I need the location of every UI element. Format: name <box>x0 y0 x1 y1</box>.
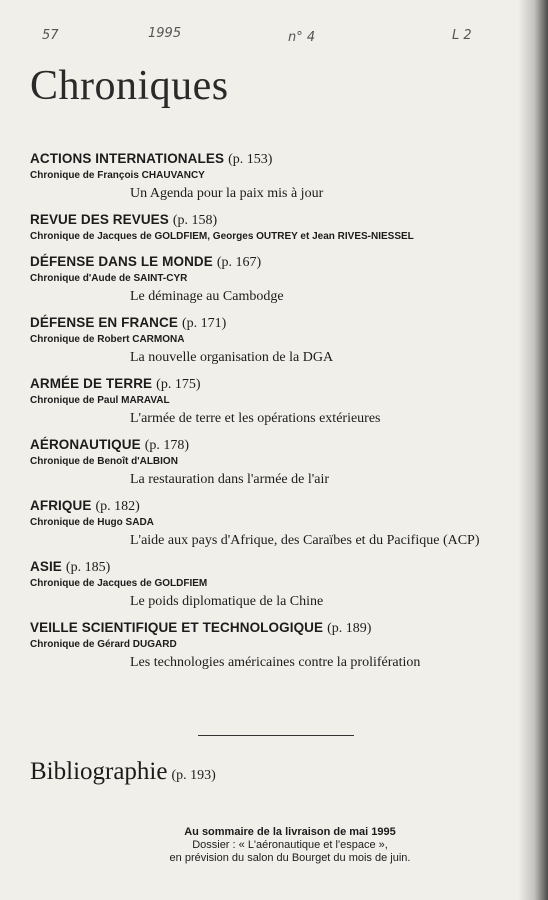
chronicle-author: Chronique de Jacques de GOLDFIEM <box>30 578 208 589</box>
chronicle-subject: Le poids diplomatique de la Chine <box>130 594 324 609</box>
chronicle-page: (p. 158) <box>172 213 218 228</box>
chronicle-heading <box>30 497 526 516</box>
handwritten-note-corner: L 2 <box>452 28 472 43</box>
chronicle-page: (p. 182) <box>95 499 140 514</box>
chronicle-page: (p. 189) <box>327 621 372 636</box>
next-issue-note <box>80 826 500 865</box>
divider <box>198 735 354 736</box>
chronicle-heading <box>30 375 526 394</box>
bibliography-title: Bibliographie <box>30 758 168 785</box>
chronicle-entry <box>30 497 526 549</box>
chronicle-entry <box>30 253 526 305</box>
chronicle-heading <box>30 253 526 272</box>
chronicle-section: DÉFENSE DANS LE MONDE <box>30 254 213 269</box>
chronicle-entry <box>30 436 526 488</box>
chronicles-list <box>30 150 526 680</box>
chronicle-author: Chronique de Jacques de GOLDFIEM, Georges OUTREY et Jean RIVES-NIESSEL <box>30 231 414 242</box>
chronicle-page: (p. 167) <box>216 255 262 270</box>
chronicle-entry <box>30 314 526 366</box>
chronicle-author: Chronique de Hugo SADA <box>30 517 154 528</box>
page-title: Chroniques <box>30 63 229 109</box>
chronicle-page: (p. 171) <box>181 316 227 331</box>
chronicle-entry <box>30 211 526 244</box>
handwritten-note-left: 57 <box>42 28 59 43</box>
chronicle-page: (p. 178) <box>144 438 190 453</box>
chronicle-section: ACTIONS INTERNATIONALES <box>30 151 225 166</box>
next-issue-line-1: Dossier : « L'aéronautique et l'espace », <box>192 839 388 851</box>
chronicle-subject: La restauration dans l'armée de l'air <box>130 472 330 487</box>
chronicle-author: Chronique de Paul MARAVAL <box>30 395 170 406</box>
chronicle-subject: Les technologies américaines contre la prolifération <box>130 655 421 670</box>
chronicle-page: (p. 175) <box>156 377 201 392</box>
chronicle-author: Chronique de Gérard DUGARD <box>30 639 177 650</box>
chronicle-section: AFRIQUE <box>30 498 92 513</box>
chronicle-page: (p. 153) <box>228 152 273 167</box>
handwritten-note-issue: n° 4 <box>288 30 316 45</box>
chronicle-heading <box>30 211 526 230</box>
bibliography-page: (p. 193) <box>171 768 216 783</box>
chronicle-entry <box>30 619 526 671</box>
chronicle-section: ASIE <box>30 559 62 574</box>
next-issue-title: Au sommaire de la livraison de mai 1995 <box>184 826 396 838</box>
chronicle-subject: Un Agenda pour la paix mis à jour <box>130 186 324 201</box>
chronicle-section: ARMÉE DE TERRE <box>30 376 153 391</box>
chronicle-entry <box>30 150 526 202</box>
bibliography-heading <box>30 758 216 786</box>
chronicle-author: Chronique d'Aude de SAINT-CYR <box>30 273 188 284</box>
chronicle-author: Chronique de Benoît d'ALBION <box>30 456 178 467</box>
chronicle-subject: La nouvelle organisation de la DGA <box>130 350 334 365</box>
handwritten-note-year: 1995 <box>148 26 182 41</box>
chronicle-section: AÉRONAUTIQUE <box>30 437 141 452</box>
chronicle-page: (p. 185) <box>65 560 111 575</box>
chronicle-author: Chronique de Robert CARMONA <box>30 334 185 345</box>
chronicle-subject: L'armée de terre et les opérations extérieures <box>130 411 381 426</box>
chronicle-entry <box>30 558 526 610</box>
chronicle-heading <box>30 558 526 577</box>
chronicle-heading <box>30 436 526 455</box>
chronicle-section: DÉFENSE EN FRANCE <box>30 315 178 330</box>
chronicle-subject: L'aide aux pays d'Afrique, des Caraïbes et du Pacifique (ACP) <box>130 533 480 548</box>
chronicle-section: REVUE DES REVUES <box>30 212 169 227</box>
chronicle-heading <box>30 619 526 638</box>
chronicle-heading <box>30 314 526 333</box>
chronicle-section: VEILLE SCIENTIFIQUE ET TECHNOLOGIQUE <box>30 620 324 635</box>
chronicle-subject: Le déminage au Cambodge <box>130 289 284 304</box>
next-issue-line-2: en prévision du salon du Bourget du mois de juin. <box>169 852 411 864</box>
chronicle-entry <box>30 375 526 427</box>
chronicle-author: Chronique de François CHAUVANCY <box>30 170 205 181</box>
chronicle-heading <box>30 150 526 169</box>
